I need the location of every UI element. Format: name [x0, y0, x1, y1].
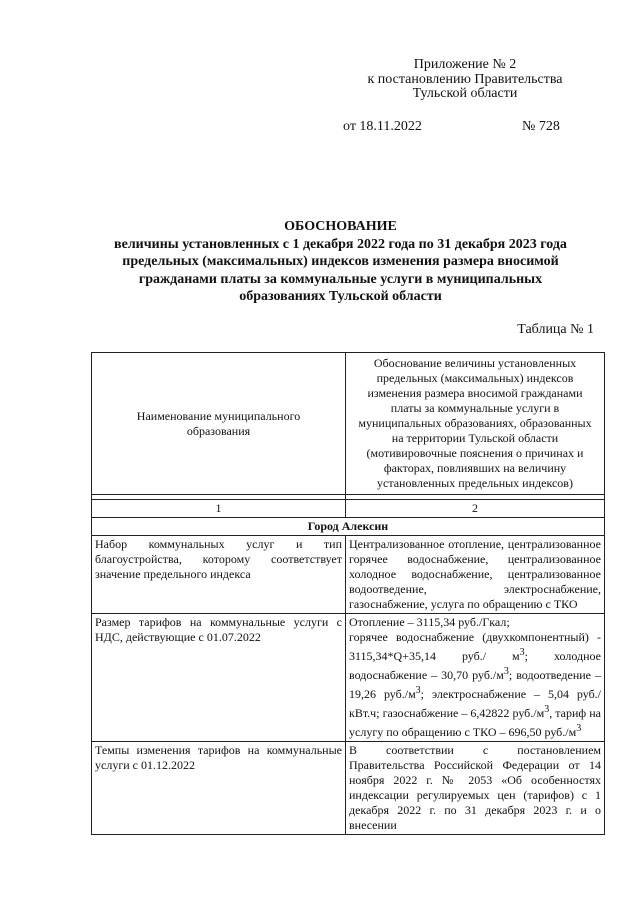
- tariff-electricity-gas: ; электроснабжение – 5,04 руб./кВт.ч; газоснабжение – 6,42822 руб./м: [349, 687, 602, 720]
- tariff-hot-water: горячее водоснабжение (двухкомпонентный) - 3115,34*Q+35,14 руб./ м: [349, 630, 601, 663]
- appendix-header: [340, 58, 590, 102]
- superscript: 3: [519, 647, 525, 658]
- superscript: 3: [415, 685, 421, 696]
- justification-table: [91, 352, 605, 835]
- row-label: Темпы изменения тарифов на коммунальные услуги с 01.12.2022: [92, 742, 346, 835]
- col2-header: Обоснование величины установленных предельных (максимальных) индексов изменения размера вносимой гражданами платы за коммунальные услуги в муниципальных образованиях, образованных на территории Тульской области (мотивировочные пояснения о причинах и факторах, повлиявших на величину установленных предельных индексов): [346, 353, 605, 495]
- superscript: 3: [544, 704, 550, 715]
- row-value: В соответствии с постановлением Правительства Российской Федерации от 14 ноября 2022 г. № 2053 «Об особенностях индексации регулируемых цен (тарифов) с 1 декабря 2022 г. по 31 декабря 2023 г. и о внесении: [346, 742, 605, 835]
- row-value: Централизованное отопление, централизованное горячее водоснабжение, централизованное холодное водоснабжение, централизованное водоотведение, электроснабжение, газоснабжение, услуга по обращению с ТКО: [346, 536, 605, 614]
- table-row: [92, 614, 605, 742]
- row-label: Размер тарифов на коммунальные услуги с НДС, действующие с 01.07.2022: [92, 614, 346, 742]
- title-line-4: гражданами платы за коммунальные услуги в муниципальных: [138, 271, 543, 287]
- tariff-sewerage: ; водоотведение – 19,26 руб./м: [349, 668, 601, 701]
- decree-date: от 18.11.2022: [343, 119, 422, 134]
- table-header-row: [92, 353, 605, 495]
- superscript: 3: [576, 723, 582, 734]
- col1-number: 1: [92, 500, 346, 518]
- tariff-cold-water: ; холодное водоснабжение – 30,70 руб./м: [349, 649, 601, 682]
- row-value: [346, 614, 605, 742]
- appendix-line-3: Тульской области: [412, 86, 518, 101]
- section-title: Город Алексин: [92, 518, 605, 536]
- decree-number: № 728: [522, 119, 560, 134]
- title-line-3: предельных (максимальных) индексов изменения размера вносимой: [122, 254, 559, 269]
- section-row: [92, 518, 605, 536]
- title-line-1: ОБОСНОВАНИЕ: [284, 219, 397, 234]
- title-line-2: величины установленных с 1 декабря 2022 года по 31 декабря 2023 года: [114, 236, 567, 252]
- col2-number: 2: [346, 500, 605, 518]
- superscript: 3: [503, 666, 509, 677]
- column-number-row: [92, 500, 605, 518]
- tariff-heating: Отопление – 3115,34 руб./Гкал;: [349, 615, 510, 629]
- col1-header: Наименование муниципального образования: [92, 353, 346, 495]
- appendix-line-2: к постановлению Правительства: [367, 71, 563, 87]
- table-label: Таблица № 1: [517, 322, 594, 337]
- title-line-5: образованиях Тульской области: [239, 289, 442, 304]
- table-row: [92, 742, 605, 835]
- tariff-waste: , тариф на услугу по обращению с ТКО – 696,50 руб./м: [349, 706, 601, 739]
- table-row: [92, 536, 605, 614]
- document-title: [88, 218, 593, 306]
- row-label: Набор коммунальных услуг и тип благоустройства, которому соответствует значение предельного индекса: [92, 536, 346, 614]
- appendix-line-1: Приложение № 2: [413, 57, 517, 72]
